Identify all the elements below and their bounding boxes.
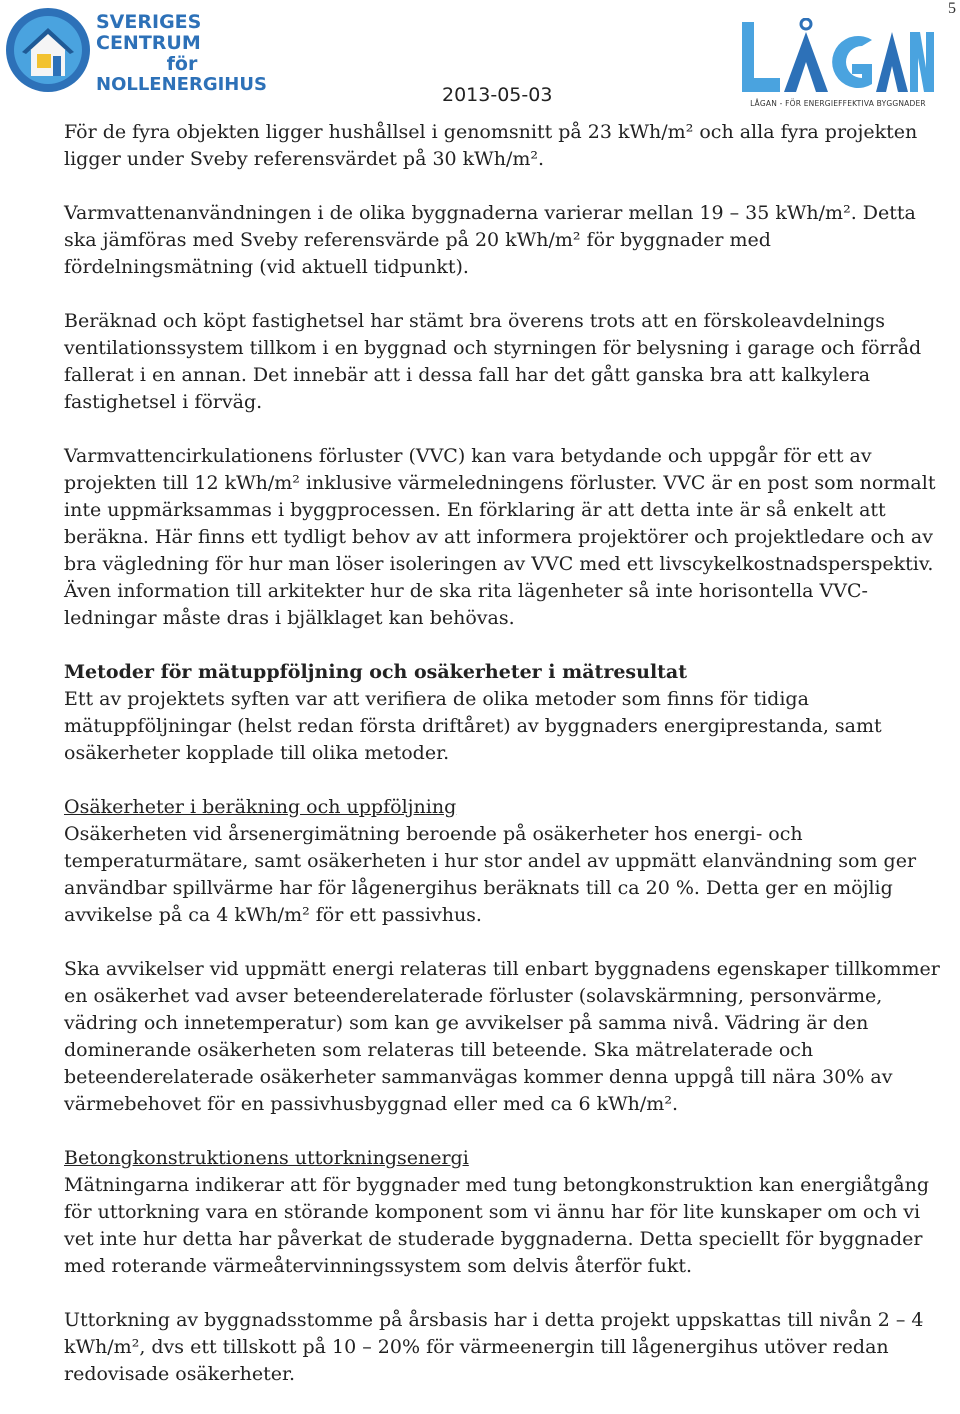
logo-line-3: NOLLENERGIHUS: [96, 73, 267, 95]
logo-line-1: SVERIGES CENTRUM: [96, 11, 202, 54]
paragraph-vvc-losses: Varmvattencirkulationens förluster (VVC) kan vara betydande och uppgår för ett av projekten till 12 kWh/m² inklusive värmeledningens förluster. VVC är en post som normalt inte uppmärksammas i byggprocessen. En förklaring är att detta inte är så enkelt att beräkna. Här finns ett tydligt behov av att informera projektörer och projektledare och av bra vägledning för hur man löser isoleringen av VVC med ett livscykelkostnadsperspektiv. Även information till arkitekter hur de ska rita lägenheter så inte horisontella VVC-ledningar måste dras i bjälklaget kan behövas.: [64, 445, 936, 629]
paragraph-concrete-drying: Mätningarna indikerar att för byggnader med tung betongkonstruktion kan energiåtgång för uttorkning vara en störande komponent som vi ännu har för lite kunskaper om och vi vet inte hur detta har påverkat de studerade byggnaderna. Detta speciellt för byggnader med roterande värmeåtervinningssystem som delvis återför fukt.: [64, 1174, 930, 1277]
lagan-logo: [740, 18, 936, 108]
lagan-caption: LÅGAN - FÖR ENERGIEFFEKTIVA BYGGNADER: [750, 99, 926, 108]
logo-line-2: för: [166, 52, 198, 75]
paragraph-property-electricity: Beräknad och köpt fastighetsel har stämt bra överens trots att en förskoleavdelnings ventilationssystem tillkom i en byggnad och styrningen för belysning i garage och förråd fallerat i en annan. Det innebär att i dessa fall har det gått ganska bra att kalkylera fastighetsel i förväg.: [64, 310, 922, 413]
page-number: 5: [948, 0, 956, 17]
section-heading-methods: Metoder för mätuppföljning och osäkerheter i mätresultat: [64, 661, 688, 683]
document-date: 2013-05-03: [442, 84, 553, 106]
house-logo-icon: [4, 6, 92, 94]
paragraph-hot-water-usage: Varmvattenanvändningen i de olika byggnaderna varierar mellan 19 – 35 kWh/m². Detta ska jämföras med Sveby referensvärde på 20 kWh/m² för byggnader med fördelningsmätning (vid aktuell tidpunkt).: [64, 202, 916, 278]
logo-text: [96, 12, 274, 94]
paragraph-household-electricity: För de fyra objekten ligger hushållsel i genomsnitt på 23 kWh/m² och alla fyra projekten ligger under Sveby referensvärdet på 30 kWh/m².: [64, 121, 918, 170]
document-body: [64, 119, 944, 1388]
sveriges-centrum-logo: [4, 6, 274, 94]
lagan-wordmark-icon: [740, 18, 936, 96]
paragraph-uncertainties: Osäkerheten vid årsenergimätning beroende på osäkerheter hos energi- och temperaturmätare, samt osäkerheten i hur stor andel av uppmätt elanvändning som ger användbar spillvärme har för lågenergihus beräknats till ca 20 %. Detta ger en möjlig avvikelse på ca 4 kWh/m² för ett passivhus.: [64, 823, 917, 926]
paragraph-drying-estimate: Uttorkning av byggnadsstomme på årsbasis har i detta projekt uppskattas till nivån 2 – 4 kWh/m², dvs ett tillskott på 10 – 20% för värmeenergin till lågenergihus utöver redan redovisade osäkerheter.: [64, 1309, 924, 1385]
paragraph-behaviour-deviation: Ska avvikelser vid uppmätt energi relateras till enbart byggnadens egenskaper tillkommer en osäkerhet vad avser beteenderelaterade förluster (solavskärmning, personvärme, vädring och innetemperatur) som kan ge avvikelser på samma nivå. Vädring är den dominerande osäkerheten som relateras till beteende. Ska mätrelaterade och beteenderelaterade osäkerheter sammanvägas kommer denna uppgå till nära 30% av värmebehovet för en passivhusbyggnad eller med ca 6 kWh/m².: [64, 958, 940, 1115]
section-heading-uncertainties: Osäkerheter i beräkning och uppföljning: [64, 796, 457, 818]
section-heading-concrete-drying: Betongkonstruktionens uttorkningsenergi: [64, 1147, 469, 1169]
paragraph-methods: Ett av projektets syften var att verifiera de olika metoder som finns för tidiga mätuppföljningar (helst redan första driftåret) av byggnaders energiprestanda, samt osäkerheter kopplade till olika metoder.: [64, 688, 882, 764]
